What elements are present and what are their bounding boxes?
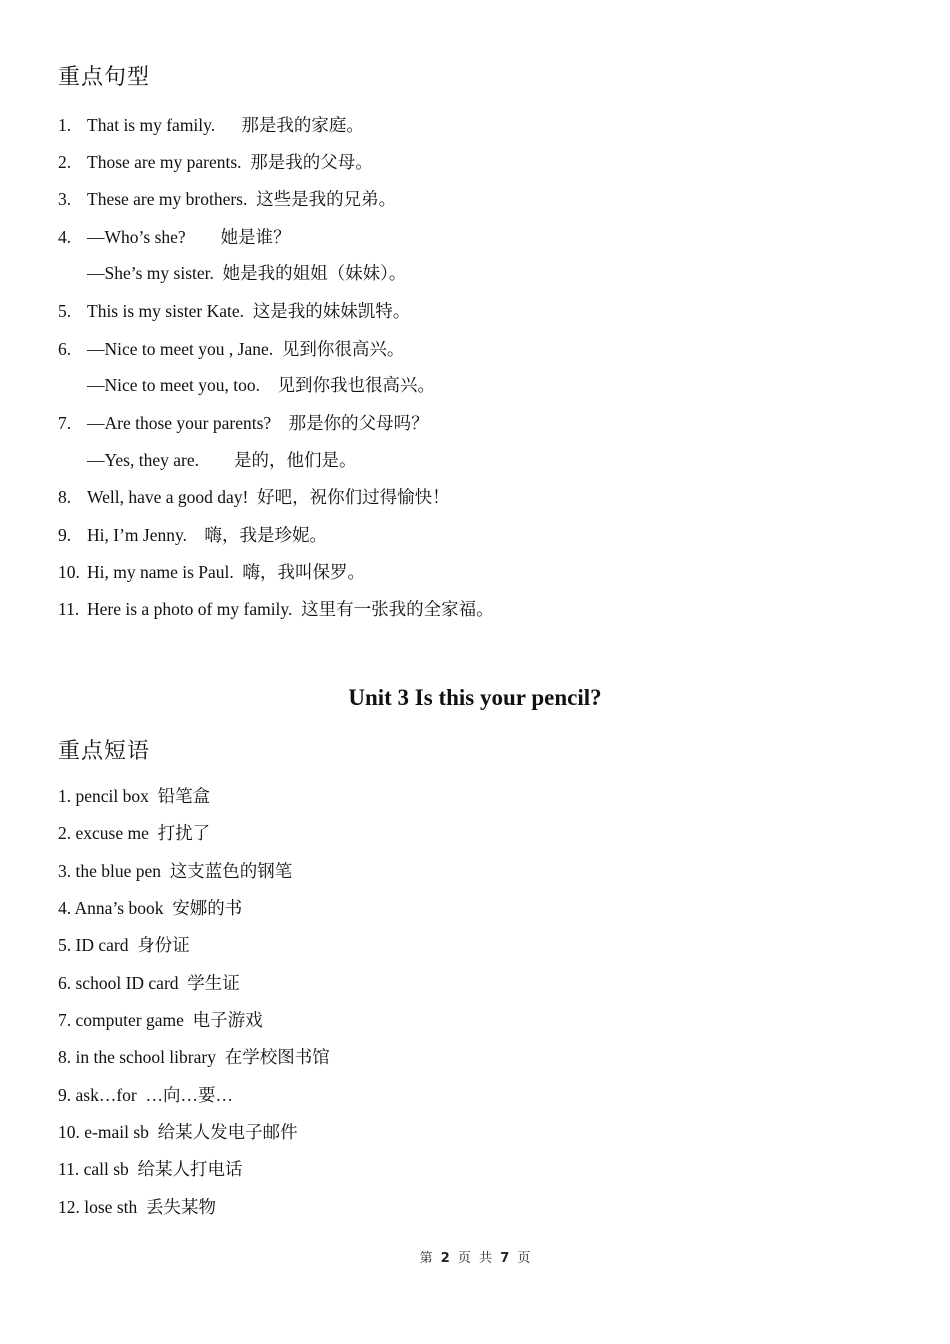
unit-title: Unit 3 Is this your pencil?	[348, 685, 602, 710]
footer-suffix: 页	[517, 1251, 531, 1266]
sentence-item: 2. Those are my parents. 那是我的父母。	[58, 152, 373, 172]
sentence-item: 5. This is my sister Kate. 这是我的妹妹凯特。	[58, 301, 411, 321]
page-footer	[0, 1250, 950, 1268]
phrase-item: 4. Anna’s book 安娜的书	[58, 898, 243, 918]
phrase-item: 10. e-mail sb 给某人发电子邮件	[58, 1122, 298, 1142]
sentence-item: 1. That is my family. 那是我的家庭。	[58, 115, 364, 135]
phrase-item: 6. school ID card 学生证	[58, 973, 240, 993]
phrase-item: 2. excuse me 打扰了	[58, 823, 211, 843]
sentence-item: 10. Hi, my name is Paul. 嗨，我叫保罗。	[58, 562, 366, 582]
sentence-item: 7. —Are those your parents? 那是你的父母吗？	[58, 413, 429, 433]
phrase-item: 11. call sb 给某人打电话	[58, 1159, 243, 1179]
phrase-item: 9. ask…for …向…要…	[58, 1085, 233, 1105]
sentence-item: 8. Well, have a good day! 好吧，祝你们过得愉快！	[58, 487, 450, 507]
phrase-item: 1. pencil box 铅笔盒	[58, 786, 211, 806]
phrase-item: 7. computer game 电子游戏	[58, 1010, 263, 1030]
section-heading-key-phrases: 重点短语	[58, 738, 151, 763]
section-heading-key-sentences: 重点句型	[58, 64, 151, 89]
sentence-item-continuation: —She’s my sister. 她是我的姐姐（妹妹）。	[87, 263, 407, 283]
footer-prefix: 第	[419, 1251, 433, 1266]
sentence-item-continuation: —Nice to meet you, too. 见到你我也很高兴。	[87, 375, 436, 395]
sentence-item: 6. —Nice to meet you , Jane. 见到你很高兴。	[58, 339, 405, 359]
phrase-item: 12. lose sth 丢失某物	[58, 1197, 216, 1217]
total-pages-number: 7	[500, 1251, 510, 1266]
sentence-item: 9. Hi, I’m Jenny. 嗨，我是珍妮。	[58, 525, 327, 545]
phrase-item: 3. the blue pen 这支蓝色的钢笔	[58, 861, 293, 881]
footer-middle: 页 共	[457, 1251, 493, 1266]
current-page-number: 2	[440, 1251, 450, 1266]
sentence-item-continuation: —Yes, they are. 是的，他们是。	[87, 450, 357, 470]
sentence-item: 4. —Who’s she? 她是谁？	[58, 227, 291, 247]
sentence-item: 11. Here is a photo of my family. 这里有一张我的全家福。	[58, 599, 494, 619]
phrase-item: 5. ID card 身份证	[58, 935, 190, 955]
sentence-item: 3. These are my brothers. 这些是我的兄弟。	[58, 189, 397, 209]
phrase-item: 8. in the school library 在学校图书馆	[58, 1047, 330, 1067]
